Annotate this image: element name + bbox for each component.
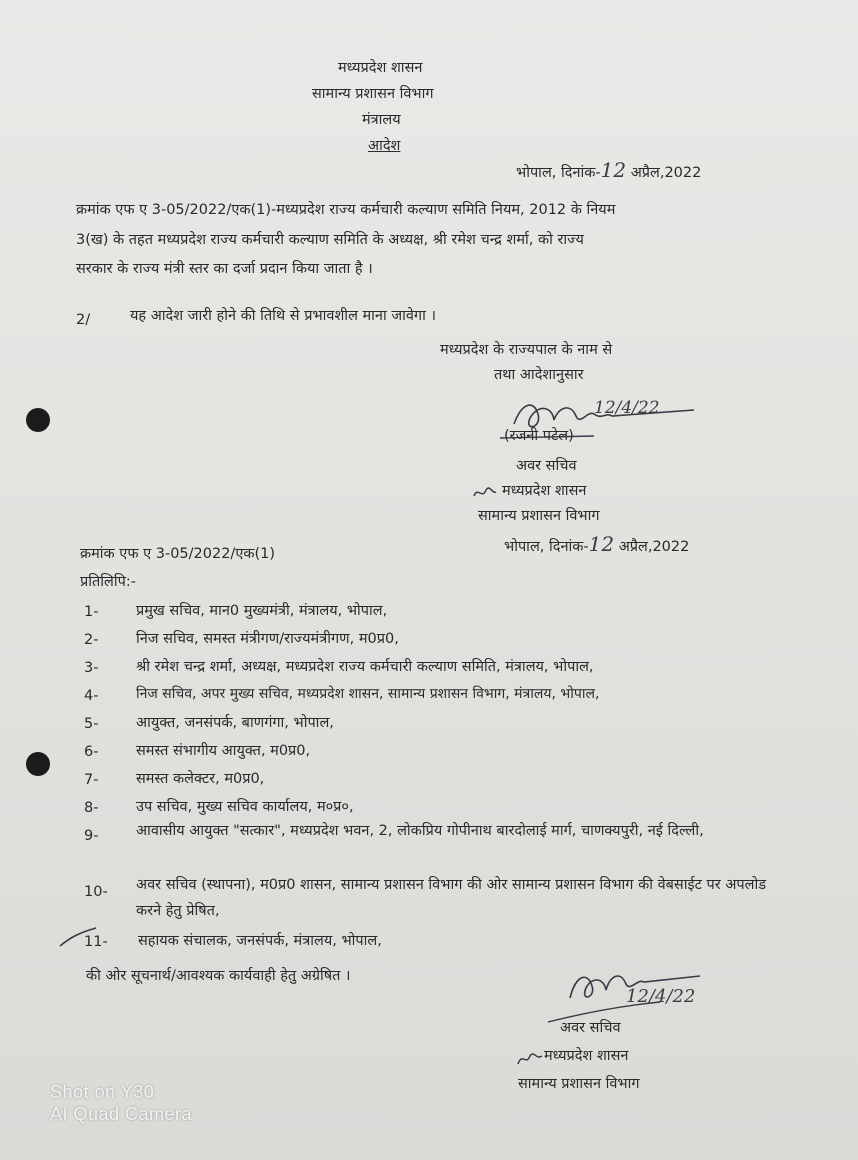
copy-item-number: 8-	[84, 800, 99, 816]
copy-item-number: 11-	[84, 934, 108, 950]
copy-item: समस्त कलेक्टर, म0प्र0,	[136, 771, 265, 787]
copy-date-day-handwritten: 12	[588, 532, 615, 556]
copy-item: श्री रमेश चन्द्र शर्मा, अध्यक्ष, मध्यप्रदेश राज्य कर्मचारी कल्याण समिति, मंत्रालय, भोपाल,	[136, 659, 594, 675]
copy-item: आवासीय आयुक्त "सत्कार", मध्यप्रदेश भवन, 2, लोकप्रिय गोपीनाथ बारदोलाई मार्ग, चाणक्यपुरी, नई दिल्ली,	[136, 823, 704, 839]
signature-date-handwritten: 12/4/22	[594, 398, 660, 418]
footer-office: मध्यप्रदेश शासन	[544, 1048, 629, 1064]
header-secretariat: मंत्रालय	[362, 112, 401, 128]
copy-item: सहायक संचालक, जनसंपर्क, मंत्रालय, भोपाल,	[138, 933, 382, 949]
copy-item: उप सचिव, मुख्य सचिव कार्यालय, म०प्र०,	[136, 799, 354, 815]
copy-item-number: 3-	[84, 660, 99, 676]
authority-line1: मध्यप्रदेश के राज्यपाल के नाम से	[440, 342, 613, 358]
copy-item-number: 10-	[84, 884, 108, 900]
copy-item-number: 2-	[84, 632, 99, 648]
copy-item: अवर सचिव (स्थापना), म0प्र0 शासन, सामान्य प्रशासन विभाग की ओर सामान्य प्रशासन विभाग की वेबसाईट पर अपलोड करने हेतु प्रेषित,	[136, 877, 766, 919]
order-para1-line2: 3(ख) के तहत मध्यप्रदेश राज्य कर्मचारी कल्याण समिति के अध्यक्ष, श्री रमेश चन्द्र शर्मा, को राज्य	[76, 232, 584, 248]
copy-item: आयुक्त, जनसंपर्क, बाणगंगा, भोपाल,	[136, 715, 334, 731]
order-para2-number: 2/	[76, 312, 91, 328]
date-prefix: भोपाल, दिनांक-	[516, 165, 601, 181]
copy-item-number: 7-	[84, 772, 99, 788]
punch-hole	[26, 408, 50, 432]
copy-date-suffix: अप्रैल,2022	[618, 539, 690, 555]
order-para1-line1: क्रमांक एफ ए 3-05/2022/एक(1)-मध्यप्रदेश राज्य कर्मचारी कल्याण समिति नियम, 2012 के नियम	[76, 202, 616, 218]
footer-designation: अवर सचिव	[560, 1020, 621, 1036]
copy-reference: क्रमांक एफ ए 3-05/2022/एक(1)	[80, 546, 276, 562]
signatory-office: मध्यप्रदेश शासन	[502, 483, 587, 499]
date-suffix: अप्रैल,2022	[630, 165, 702, 181]
copy-item: प्रमुख सचिव, मान0 मुख्यमंत्री, मंत्रालय, भोपाल,	[136, 603, 388, 619]
copy-item: निज सचिव, समस्त मंत्रीगण/राज्यमंत्रीगण, म0प्र0,	[136, 631, 399, 647]
order-date	[516, 158, 701, 182]
copy-label: प्रतिलिपि:-	[80, 574, 136, 590]
date-day-handwritten: 12	[600, 158, 627, 182]
copy-item-number: 5-	[84, 716, 99, 732]
signatory-department: सामान्य प्रशासन विभाग	[478, 508, 600, 524]
header-government: मध्यप्रदेश शासन	[338, 60, 423, 76]
signatory-designation: अवर सचिव	[516, 458, 577, 474]
header-department: सामान्य प्रशासन विभाग	[312, 86, 434, 102]
copy-date-prefix: भोपाल, दिनांक-	[504, 539, 589, 555]
footer-initial-mark	[516, 1050, 544, 1068]
copy-item-number: 4-	[84, 688, 99, 704]
order-para1-line3: सरकार के राज्य मंत्री स्तर का दर्जा प्रदान किया जाता है ।	[76, 261, 373, 277]
initial-mark	[472, 484, 498, 502]
signatory-name: (रजनी पटेल)	[504, 428, 574, 444]
camera-watermark-line1: Shot on Y30	[50, 1082, 155, 1102]
authority-line2: तथा आदेशानुसार	[494, 367, 584, 383]
copy-closing: की ओर सूचनार्थ/आवश्यक कार्यवाही हेतु अग्रेषित ।	[86, 968, 351, 984]
footer-department: सामान्य प्रशासन विभाग	[518, 1076, 640, 1092]
copy-item: निज सचिव, अपर मुख्य सचिव, मध्यप्रदेश शासन, सामान्य प्रशासन विभाग, मंत्रालय, भोपाल,	[136, 686, 600, 702]
copy-item-number: 9-	[84, 828, 99, 844]
order-para2-text: यह आदेश जारी होने की तिथि से प्रभावशील माना जावेगा ।	[130, 308, 436, 324]
footer-signature-date-handwritten: 12/4/22	[626, 986, 696, 1007]
copy-item-number: 1-	[84, 604, 99, 620]
header-order-title: आदेश	[368, 138, 401, 154]
camera-watermark-line2: AI Quad Camera	[50, 1104, 193, 1124]
copy-date	[504, 532, 689, 556]
punch-hole	[26, 752, 50, 776]
copy-item-number: 6-	[84, 744, 99, 760]
copy-item: समस्त संभागीय आयुक्त, म0प्र0,	[136, 743, 311, 759]
